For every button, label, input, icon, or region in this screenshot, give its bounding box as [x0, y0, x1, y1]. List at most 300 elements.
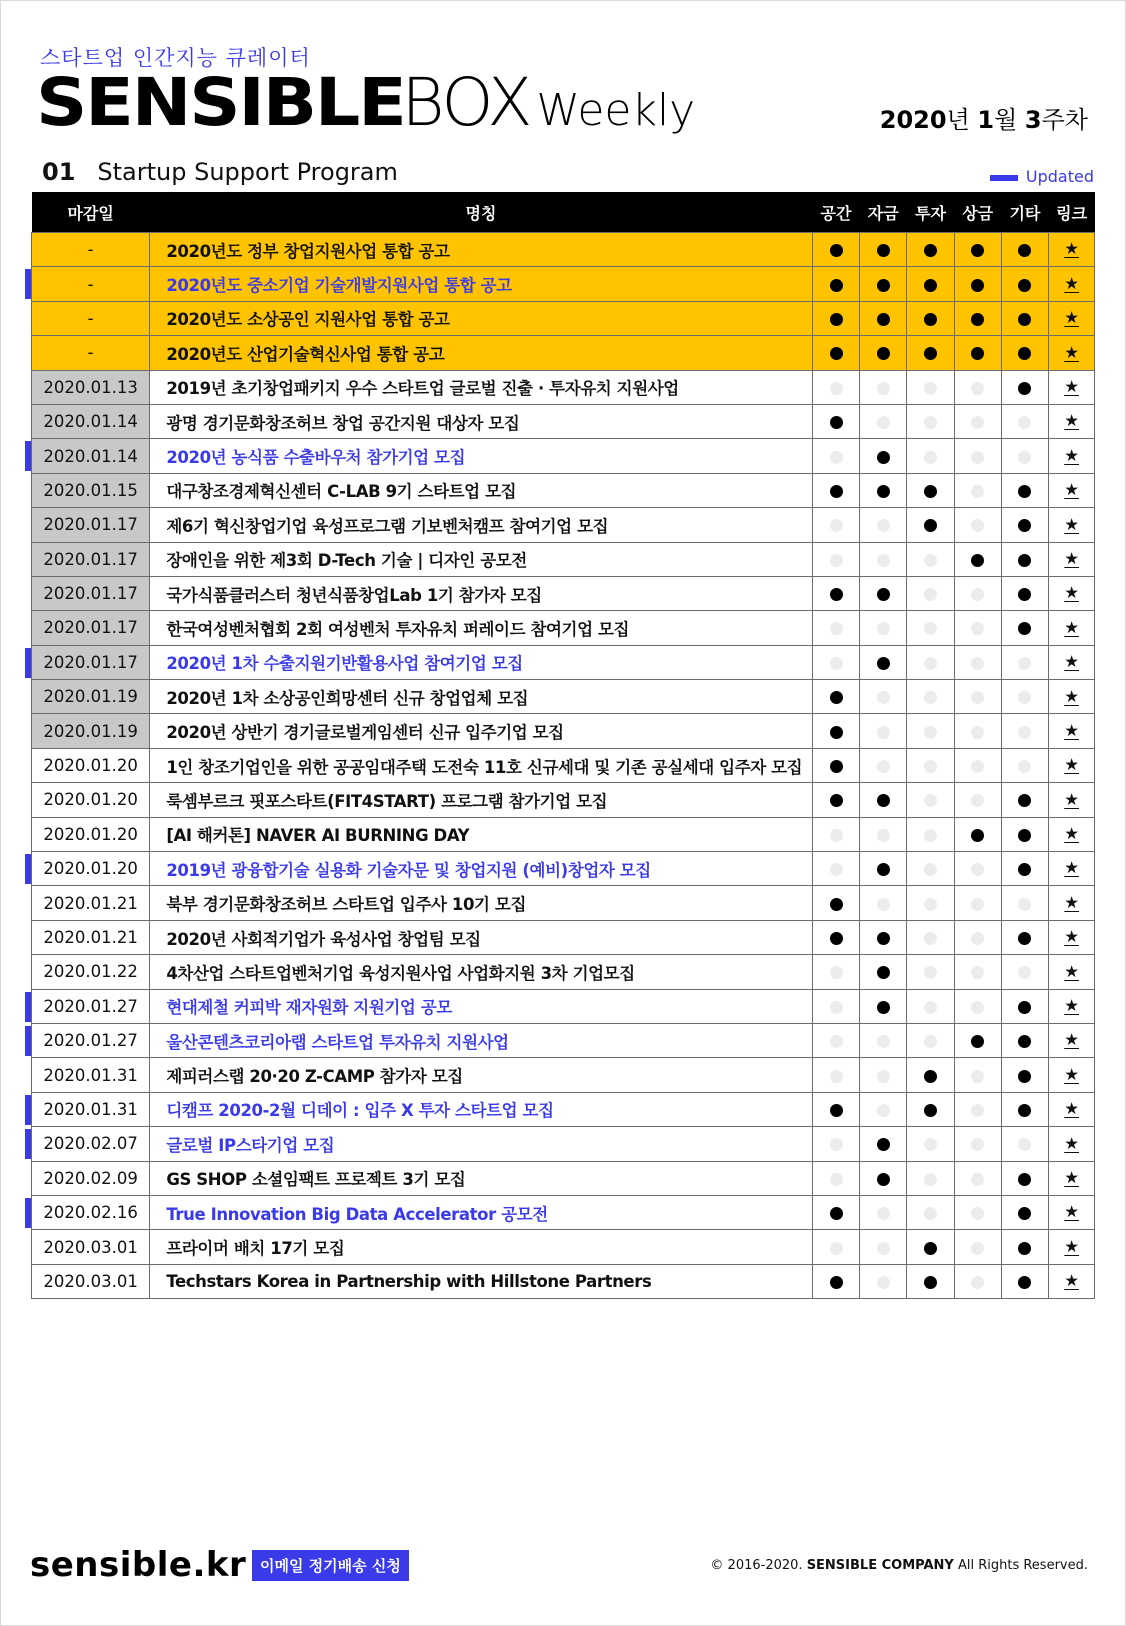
invest-cell — [907, 680, 955, 714]
space-cell — [812, 508, 860, 542]
dot-empty-icon — [830, 1173, 843, 1186]
dot-empty-icon — [971, 588, 984, 601]
dot-empty-icon — [830, 1242, 843, 1255]
dot-empty-icon — [830, 1070, 843, 1083]
fund-cell — [860, 645, 907, 679]
dot-empty-icon — [830, 657, 843, 670]
fund-cell — [860, 1058, 907, 1092]
dot-filled-icon — [1018, 347, 1031, 360]
dot-filled-icon — [971, 554, 984, 567]
updated-legend — [990, 167, 1094, 186]
program-name-cell: 2020년 상반기 경기글로벌게임센터 신규 입주기업 모집 — [150, 714, 812, 748]
program-name-cell: 글로벌 IP스타기업 모집 — [150, 1127, 812, 1161]
dot-empty-icon — [971, 622, 984, 635]
issue-year-unit: 년 — [946, 106, 970, 134]
dot-empty-icon — [971, 1173, 984, 1186]
star-icon[interactable]: ★ — [1064, 1167, 1080, 1187]
program-name-cell: 룩셈부르크 핏포스타트(FIT4START) 프로그램 참가기업 모집 — [150, 783, 812, 817]
dot-empty-icon — [877, 726, 890, 739]
space-cell — [812, 1230, 860, 1264]
etc-cell — [1001, 1092, 1049, 1126]
dot-empty-icon — [877, 382, 890, 395]
prize-cell — [954, 336, 1001, 370]
space-cell — [812, 955, 860, 989]
space-cell — [812, 714, 860, 748]
table-row — [32, 1058, 1095, 1092]
prize-cell — [954, 817, 1001, 851]
dot-filled-icon — [1018, 313, 1031, 326]
star-icon[interactable]: ★ — [1064, 755, 1080, 775]
dot-empty-icon — [971, 1138, 984, 1151]
program-name-cell: 북부 경기문화창조허브 스타트업 입주사 10기 모집 — [150, 886, 812, 920]
table-row — [32, 611, 1095, 645]
dot-empty-icon — [924, 622, 937, 635]
prize-cell — [954, 920, 1001, 954]
prize-cell — [954, 645, 1001, 679]
star-icon[interactable]: ★ — [1064, 1099, 1080, 1119]
space-cell — [812, 542, 860, 576]
dot-filled-icon — [1018, 829, 1031, 842]
dot-empty-icon — [830, 451, 843, 464]
dot-empty-icon — [971, 1001, 984, 1014]
etc-cell — [1001, 336, 1049, 370]
prize-cell — [954, 1195, 1001, 1229]
dot-empty-icon — [924, 588, 937, 601]
dot-filled-icon — [924, 1104, 937, 1117]
star-icon[interactable]: ★ — [1064, 1202, 1080, 1222]
etc-cell — [1001, 920, 1049, 954]
invest-cell — [907, 748, 955, 782]
etc-cell — [1001, 1058, 1049, 1092]
star-icon[interactable]: ★ — [1064, 1271, 1080, 1291]
star-icon[interactable]: ★ — [1064, 1064, 1080, 1084]
site-name[interactable]: sensible.kr — [30, 1545, 247, 1585]
dot-empty-icon — [971, 1276, 984, 1289]
star-icon[interactable]: ★ — [1064, 892, 1080, 912]
program-name-cell: 4차산업 스타트업벤처기업 육성지원사업 사업화지원 3차 기업모집 — [150, 955, 812, 989]
dot-empty-icon — [924, 1138, 937, 1151]
dot-empty-icon — [1018, 726, 1031, 739]
star-icon[interactable]: ★ — [1064, 1236, 1080, 1256]
prize-cell — [954, 439, 1001, 473]
invest-cell — [907, 233, 955, 267]
link-cell — [1049, 370, 1095, 404]
prize-cell — [954, 1230, 1001, 1264]
etc-cell — [1001, 1127, 1049, 1161]
space-cell — [812, 748, 860, 782]
table-row — [32, 714, 1095, 748]
etc-cell — [1001, 404, 1049, 438]
col-deadline: 마감일 — [32, 192, 150, 233]
deadline-cell: 2020.01.17 — [32, 645, 150, 679]
fund-cell — [860, 714, 907, 748]
invest-cell — [907, 473, 955, 507]
dot-filled-icon — [877, 244, 890, 257]
link-cell — [1049, 1230, 1095, 1264]
table-row — [32, 1264, 1095, 1298]
deadline-cell: 2020.01.19 — [32, 714, 150, 748]
dot-filled-icon — [1018, 1001, 1031, 1014]
dot-empty-icon — [830, 1001, 843, 1014]
space-cell — [812, 1127, 860, 1161]
invest-cell — [907, 508, 955, 542]
dot-filled-icon — [877, 1138, 890, 1151]
star-icon[interactable]: ★ — [1064, 996, 1080, 1016]
col-link: 링크 — [1049, 192, 1095, 233]
fund-cell — [860, 989, 907, 1023]
space-cell — [812, 1264, 860, 1298]
dot-filled-icon — [830, 485, 843, 498]
etc-cell — [1001, 473, 1049, 507]
invest-cell — [907, 955, 955, 989]
program-name-cell: 2020년도 중소기업 기술개발지원사업 통합 공고 — [150, 267, 812, 301]
program-name-cell: True Innovation Big Data Accelerator 공모전 — [150, 1195, 812, 1229]
space-cell — [812, 989, 860, 1023]
link-cell — [1049, 783, 1095, 817]
star-icon[interactable]: ★ — [1064, 583, 1080, 603]
fund-cell — [860, 886, 907, 920]
dot-empty-icon — [971, 691, 984, 704]
fund-cell — [860, 576, 907, 610]
star-icon[interactable]: ★ — [1064, 308, 1080, 328]
star-icon[interactable]: ★ — [1064, 548, 1080, 568]
star-icon[interactable]: ★ — [1064, 342, 1080, 362]
dot-filled-icon — [877, 1173, 890, 1186]
space-cell — [812, 439, 860, 473]
space-cell — [812, 817, 860, 851]
dot-empty-icon — [924, 416, 937, 429]
deadline-cell: 2020.01.20 — [32, 852, 150, 886]
space-cell — [812, 920, 860, 954]
dot-filled-icon — [1018, 1035, 1031, 1048]
space-cell — [812, 576, 860, 610]
space-cell — [812, 645, 860, 679]
fund-cell — [860, 1195, 907, 1229]
table-row — [32, 1023, 1095, 1057]
section-label: Startup Support Program — [97, 158, 398, 186]
etc-cell — [1001, 886, 1049, 920]
col-invest: 투자 — [907, 192, 955, 233]
etc-cell — [1001, 1264, 1049, 1298]
star-icon[interactable]: ★ — [1064, 239, 1080, 259]
program-name-cell: 한국여성벤처협회 2회 여성벤처 투자유치 퍼레이드 참여기업 모집 — [150, 611, 812, 645]
star-icon[interactable]: ★ — [1064, 411, 1080, 431]
table-row — [32, 989, 1095, 1023]
logo-sensible: SENSIBLE — [36, 64, 405, 141]
invest-cell — [907, 1264, 955, 1298]
dot-empty-icon — [1018, 416, 1031, 429]
dot-filled-icon — [1018, 1104, 1031, 1117]
link-cell — [1049, 336, 1095, 370]
star-icon[interactable]: ★ — [1064, 445, 1080, 465]
program-name-cell: 2020년도 정부 창업지원사업 통합 공고 — [150, 233, 812, 267]
link-cell — [1049, 645, 1095, 679]
col-space: 공간 — [812, 192, 860, 233]
dot-empty-icon — [971, 966, 984, 979]
dot-empty-icon — [1018, 451, 1031, 464]
fund-cell — [860, 680, 907, 714]
star-icon[interactable]: ★ — [1064, 720, 1080, 740]
invest-cell — [907, 576, 955, 610]
fund-cell — [860, 336, 907, 370]
dot-empty-icon — [830, 829, 843, 842]
table-row — [32, 920, 1095, 954]
table-row — [32, 1092, 1095, 1126]
program-name-cell: 울산콘텐츠코리아랩 스타트업 투자유치 지원사업 — [150, 1023, 812, 1057]
dot-filled-icon — [877, 347, 890, 360]
dot-empty-icon — [971, 794, 984, 807]
fund-cell — [860, 783, 907, 817]
link-cell — [1049, 542, 1095, 576]
dot-filled-icon — [924, 1276, 937, 1289]
fund-cell — [860, 1127, 907, 1161]
dot-empty-icon — [971, 726, 984, 739]
link-cell — [1049, 1023, 1095, 1057]
dot-filled-icon — [1018, 519, 1031, 532]
deadline-cell: 2020.02.07 — [32, 1127, 150, 1161]
star-icon[interactable]: ★ — [1064, 273, 1080, 293]
deadline-cell: 2020.01.15 — [32, 473, 150, 507]
fund-cell — [860, 439, 907, 473]
table-row — [32, 748, 1095, 782]
etc-cell — [1001, 233, 1049, 267]
prize-cell — [954, 233, 1001, 267]
star-icon[interactable]: ★ — [1064, 927, 1080, 947]
program-name-cell: 제6기 혁신창업기업 육성프로그램 기보벤처캠프 참여기업 모집 — [150, 508, 812, 542]
dot-empty-icon — [971, 451, 984, 464]
table-header — [32, 192, 1095, 233]
table-row — [32, 645, 1095, 679]
dot-filled-icon — [877, 794, 890, 807]
subscribe-button[interactable]: 이메일 정기배송 신청 — [252, 1550, 409, 1581]
col-fund: 자금 — [860, 192, 907, 233]
table-row — [32, 404, 1095, 438]
prize-cell — [954, 1127, 1001, 1161]
dot-filled-icon — [971, 1035, 984, 1048]
prize-cell — [954, 508, 1001, 542]
space-cell — [812, 1195, 860, 1229]
fund-cell — [860, 301, 907, 335]
etc-cell — [1001, 267, 1049, 301]
space-cell — [812, 680, 860, 714]
star-icon[interactable]: ★ — [1064, 961, 1080, 981]
star-icon[interactable]: ★ — [1064, 617, 1080, 637]
dot-filled-icon — [924, 1070, 937, 1083]
link-cell — [1049, 404, 1095, 438]
dot-empty-icon — [830, 554, 843, 567]
space-cell — [812, 267, 860, 301]
link-cell — [1049, 508, 1095, 542]
table-row — [32, 233, 1095, 267]
fund-cell — [860, 370, 907, 404]
program-name-cell: 2019년 광융합기술 실용화 기술자문 및 창업지원 (예비)창업자 모집 — [150, 852, 812, 886]
prize-cell — [954, 1058, 1001, 1092]
invest-cell — [907, 1161, 955, 1195]
dot-empty-icon — [830, 1138, 843, 1151]
star-icon[interactable]: ★ — [1064, 1030, 1080, 1050]
dot-filled-icon — [877, 932, 890, 945]
dot-empty-icon — [971, 416, 984, 429]
dot-empty-icon — [877, 1242, 890, 1255]
program-table — [31, 192, 1095, 1299]
dot-empty-icon — [924, 657, 937, 670]
dot-filled-icon — [971, 279, 984, 292]
dot-empty-icon — [971, 382, 984, 395]
link-cell — [1049, 1092, 1095, 1126]
dot-filled-icon — [1018, 1207, 1031, 1220]
issue-week-unit: 주차 — [1041, 106, 1088, 134]
program-name-cell: 광명 경기문화창조허브 창업 공간지원 대상자 모집 — [150, 404, 812, 438]
dot-empty-icon — [924, 382, 937, 395]
dot-filled-icon — [877, 966, 890, 979]
etc-cell — [1001, 817, 1049, 851]
dot-empty-icon — [971, 657, 984, 670]
dot-filled-icon — [971, 829, 984, 842]
star-icon[interactable]: ★ — [1064, 789, 1080, 809]
program-name-cell: 프라이머 배치 17기 모집 — [150, 1230, 812, 1264]
invest-cell — [907, 920, 955, 954]
link-cell — [1049, 680, 1095, 714]
deadline-cell: 2020.01.14 — [32, 439, 150, 473]
etc-cell — [1001, 645, 1049, 679]
dot-filled-icon — [877, 588, 890, 601]
space-cell — [812, 886, 860, 920]
issue-week: 3 — [1024, 106, 1042, 134]
dot-empty-icon — [1018, 760, 1031, 773]
fund-cell — [860, 852, 907, 886]
issue-month: 1 — [977, 106, 995, 134]
fund-cell — [860, 955, 907, 989]
dot-filled-icon — [1018, 863, 1031, 876]
invest-cell — [907, 267, 955, 301]
dot-filled-icon — [924, 1242, 937, 1255]
deadline-cell: 2020.01.13 — [32, 370, 150, 404]
dot-filled-icon — [830, 691, 843, 704]
etc-cell — [1001, 439, 1049, 473]
space-cell — [812, 473, 860, 507]
invest-cell — [907, 1230, 955, 1264]
prize-cell — [954, 886, 1001, 920]
updated-legend-swatch — [990, 175, 1018, 181]
dot-empty-icon — [877, 622, 890, 635]
dot-empty-icon — [877, 1276, 890, 1289]
dot-empty-icon — [924, 829, 937, 842]
prize-cell — [954, 1264, 1001, 1298]
prize-cell — [954, 404, 1001, 438]
table-row — [32, 680, 1095, 714]
link-cell — [1049, 989, 1095, 1023]
dot-filled-icon — [830, 416, 843, 429]
dot-filled-icon — [877, 863, 890, 876]
dot-filled-icon — [1018, 794, 1031, 807]
invest-cell — [907, 714, 955, 748]
table-row — [32, 817, 1095, 851]
deadline-cell: 2020.01.22 — [32, 955, 150, 989]
deadline-cell: - — [32, 233, 150, 267]
fund-cell — [860, 1230, 907, 1264]
dot-filled-icon — [830, 898, 843, 911]
dot-empty-icon — [877, 691, 890, 704]
dot-empty-icon — [924, 1035, 937, 1048]
etc-cell — [1001, 748, 1049, 782]
dot-empty-icon — [830, 863, 843, 876]
link-cell — [1049, 817, 1095, 851]
program-name-cell: GS SHOP 소셜임팩트 프로젝트 3기 모집 — [150, 1161, 812, 1195]
prize-cell — [954, 1023, 1001, 1057]
etc-cell — [1001, 301, 1049, 335]
star-icon[interactable]: ★ — [1064, 686, 1080, 706]
etc-cell — [1001, 852, 1049, 886]
dot-filled-icon — [971, 347, 984, 360]
link-cell — [1049, 439, 1095, 473]
dot-filled-icon — [877, 657, 890, 670]
dot-empty-icon — [924, 760, 937, 773]
fund-cell — [860, 233, 907, 267]
dot-empty-icon — [924, 691, 937, 704]
dot-empty-icon — [924, 1173, 937, 1186]
link-cell — [1049, 886, 1095, 920]
invest-cell — [907, 1058, 955, 1092]
col-etc: 기타 — [1001, 192, 1049, 233]
space-cell — [812, 611, 860, 645]
prize-cell — [954, 473, 1001, 507]
deadline-cell: 2020.01.14 — [32, 404, 150, 438]
table-row — [32, 508, 1095, 542]
star-icon[interactable]: ★ — [1064, 377, 1080, 396]
star-icon[interactable]: ★ — [1064, 824, 1080, 844]
prize-cell — [954, 301, 1001, 335]
program-name-cell: 현대제철 커피박 재자원화 지원기업 공모 — [150, 989, 812, 1023]
fund-cell — [860, 508, 907, 542]
dot-empty-icon — [924, 1207, 937, 1220]
table-row — [32, 852, 1095, 886]
dot-empty-icon — [971, 932, 984, 945]
dot-filled-icon — [924, 485, 937, 498]
logo-weekly: Weekly — [536, 85, 696, 136]
deadline-cell: 2020.01.21 — [32, 920, 150, 954]
invest-cell — [907, 542, 955, 576]
invest-cell — [907, 989, 955, 1023]
prize-cell — [954, 852, 1001, 886]
dot-empty-icon — [877, 1104, 890, 1117]
dot-filled-icon — [924, 519, 937, 532]
etc-cell — [1001, 542, 1049, 576]
space-cell — [812, 370, 860, 404]
copyright-prefix: © 2016-2020. — [710, 1558, 803, 1573]
dot-filled-icon — [830, 347, 843, 360]
dot-empty-icon — [877, 416, 890, 429]
link-cell — [1049, 611, 1095, 645]
program-name-cell: 장애인을 위한 제3회 D-Tech 기술 | 디자인 공모전 — [150, 542, 812, 576]
dot-empty-icon — [830, 966, 843, 979]
table-row — [32, 336, 1095, 370]
star-icon[interactable]: ★ — [1064, 514, 1080, 534]
prize-cell — [954, 576, 1001, 610]
star-icon[interactable]: ★ — [1064, 652, 1080, 672]
table-row — [32, 886, 1095, 920]
link-cell — [1049, 473, 1095, 507]
deadline-cell: 2020.02.16 — [32, 1195, 150, 1229]
dot-filled-icon — [1018, 588, 1031, 601]
dot-empty-icon — [924, 451, 937, 464]
dot-filled-icon — [1018, 1242, 1031, 1255]
etc-cell — [1001, 680, 1049, 714]
invest-cell — [907, 852, 955, 886]
star-icon[interactable]: ★ — [1064, 858, 1080, 878]
star-icon[interactable]: ★ — [1064, 1133, 1080, 1153]
star-icon[interactable]: ★ — [1064, 480, 1080, 500]
fund-cell — [860, 1161, 907, 1195]
